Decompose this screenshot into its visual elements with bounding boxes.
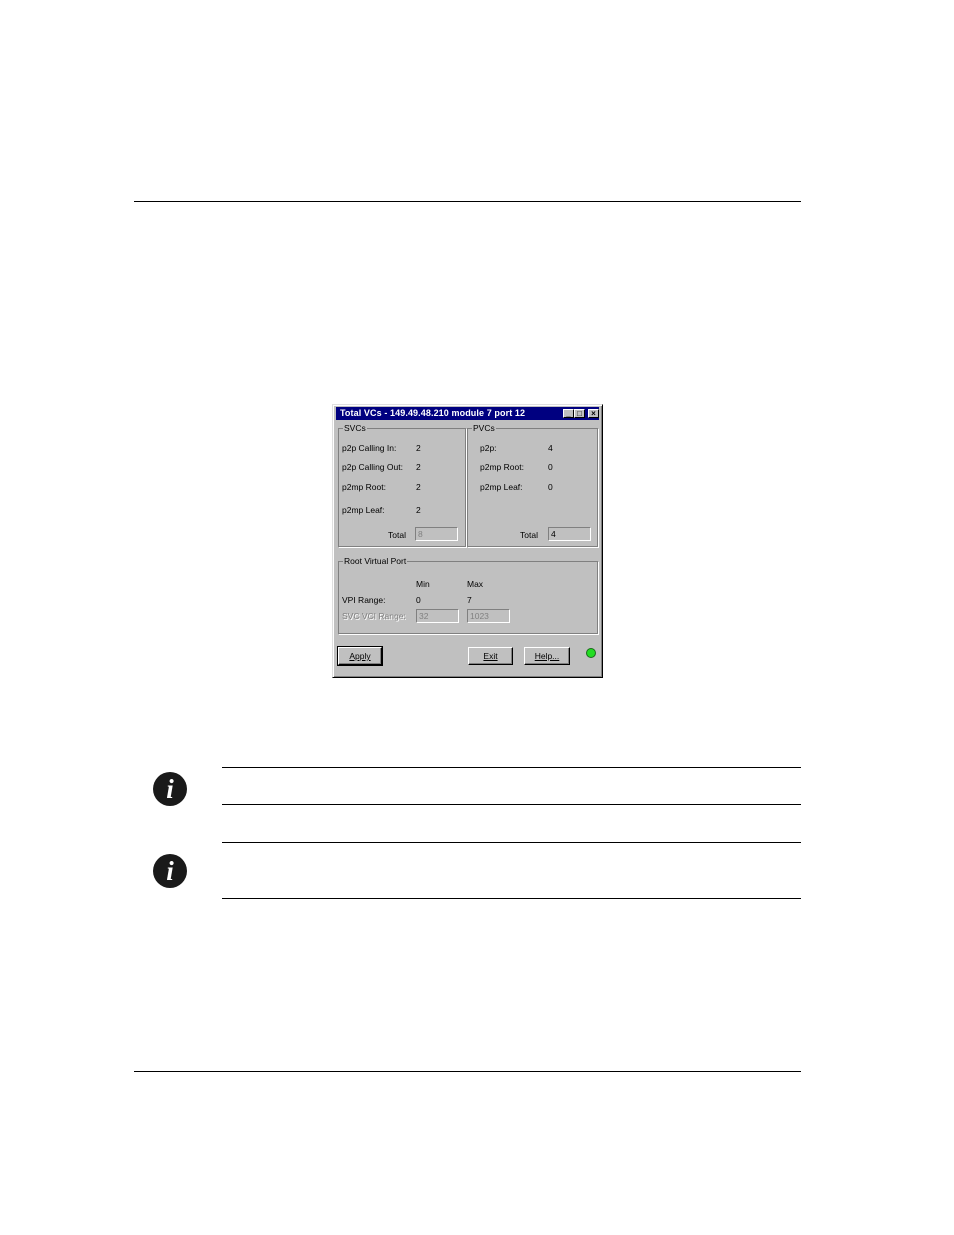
- svc-row-value: 2: [416, 462, 421, 472]
- title-bar[interactable]: [336, 407, 599, 420]
- header-rule: [134, 201, 801, 202]
- svc-vci-min-field: 32: [416, 609, 459, 623]
- svc-row-value: 2: [416, 505, 421, 515]
- pvc-row-label: p2mp Leaf:: [480, 482, 523, 492]
- apply-button[interactable]: Apply: [338, 647, 382, 665]
- svc-total-label: Total: [388, 530, 406, 540]
- root-virtual-port-group: [338, 556, 598, 634]
- svcs-group-label: SVCs: [344, 423, 366, 433]
- status-led: [586, 648, 596, 658]
- root-virtual-port-label: Root Virtual Port: [344, 556, 407, 566]
- svc-vci-range-label: SVC VCI Range:: [342, 611, 406, 621]
- svc-row-value: 2: [416, 443, 421, 453]
- pvc-row-value: 4: [548, 443, 553, 453]
- note-top-rule: [222, 767, 801, 768]
- max-header: Max: [467, 579, 484, 589]
- min-header: Min: [416, 579, 430, 589]
- info-icon: i: [153, 854, 187, 888]
- svc-row-label: p2mp Root:: [342, 482, 386, 492]
- exit-button[interactable]: Exit: [468, 647, 513, 665]
- svcs-group: [338, 423, 466, 547]
- vpi-range-label: VPI Range:: [342, 595, 386, 605]
- info-icon: i: [153, 772, 187, 806]
- vpi-max-value: 7: [467, 595, 472, 605]
- pvc-row-label: p2p:: [480, 443, 497, 453]
- pvcs-group: [467, 423, 598, 547]
- pvc-row-value: 0: [548, 482, 553, 492]
- pvc-row-label: p2mp Root:: [480, 462, 524, 472]
- help-button[interactable]: Help...: [524, 647, 570, 665]
- pvc-row-value: 0: [548, 462, 553, 472]
- footer-rule: [134, 1071, 801, 1072]
- svc-row-label: p2p Calling Out:: [342, 462, 403, 472]
- pvcs-group-label: PVCs: [473, 423, 495, 433]
- window-title: Total VCs - 149.49.48.210 module 7 port 12: [340, 408, 526, 418]
- svc-row-label: p2mp Leaf:: [342, 505, 385, 515]
- maximize-button[interactable]: □: [574, 409, 585, 418]
- note-top-rule: [222, 842, 801, 843]
- total-vcs-dialog: [332, 404, 603, 678]
- minimize-button[interactable]: _: [563, 409, 574, 418]
- close-button[interactable]: ×: [588, 409, 599, 418]
- pvc-total-field: 4: [548, 527, 591, 541]
- vpi-min-value: 0: [416, 595, 421, 605]
- note-bottom-rule: [222, 898, 801, 899]
- svc-vci-max-field: 1023: [467, 609, 510, 623]
- svc-row-label: p2p Calling In:: [342, 443, 397, 453]
- svc-total-field: 8: [415, 527, 458, 541]
- svc-row-value: 2: [416, 482, 421, 492]
- note-bottom-rule: [222, 804, 801, 805]
- pvc-total-label: Total: [520, 530, 538, 540]
